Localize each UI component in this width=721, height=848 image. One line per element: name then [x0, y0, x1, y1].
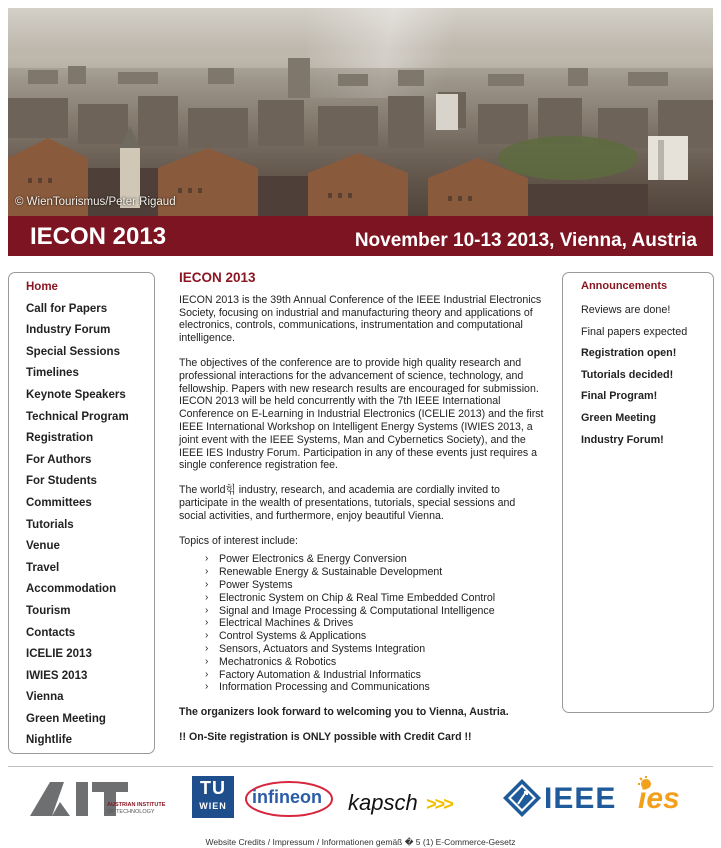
nav-item-for-students[interactable]: For Students [26, 475, 97, 488]
ieee-diamond-icon [502, 778, 542, 818]
nav-item-green-meeting[interactable]: Green Meeting [26, 712, 106, 725]
list-item: › Power Electronics & Energy Conversion [205, 553, 407, 566]
footer-divider [8, 766, 713, 767]
page-title: IECON 2013 [179, 270, 256, 285]
chevron-right-icon: › [205, 604, 209, 616]
title-bar [8, 216, 713, 256]
chevron-right-icon: › [205, 630, 209, 642]
nav-item-committees[interactable]: Committees [26, 496, 92, 509]
tu-top: TU [200, 778, 226, 798]
nav-item-industry-forum[interactable]: Industry Forum [26, 324, 111, 337]
chevron-right-icon: › [205, 591, 209, 603]
nav-item-iwies-2013[interactable]: IWIES 2013 [26, 669, 88, 682]
chevron-right-icon: › [205, 578, 209, 590]
nav-item-vienna[interactable]: Vienna [26, 691, 64, 704]
intro-paragraph: IECON 2013 is the 39th Annual Conference of the IEEE Industrial Electronics Society, focusing on industrial and manufacturing theory and applications of electronics, controls, communications, instrumentation and computational intelligence. [179, 293, 542, 345]
infineon-logo[interactable] [244, 778, 334, 818]
registration-notice: !! On-Site registration is ONLY possible with Credit Card !! [179, 730, 472, 743]
invitation-paragraph: The world힊 industry, research, and academia are cordially invited to participate in the wealth of presentations, tutorials, special sessions and social activities, and furthermore, enjoy beautiful Vienna. [179, 484, 516, 522]
kapsch-arrows-icon: >>> [426, 794, 452, 814]
ait-name-line1: AUSTRIAN INSTITUTE [107, 802, 166, 808]
header-banner [8, 8, 713, 216]
nav-item-for-authors[interactable]: For Authors [26, 453, 92, 466]
city-skyline-photo [8, 8, 713, 216]
nav-item-tourism[interactable]: Tourism [26, 604, 71, 617]
objectives-paragraph: The objectives of the conference are to provide high quality research and professional interactions for the advancement of science, technology, and fellowship. Papers with new research results are encouraged for submission. IECON 2013 will be held concurrently with the 7th IEEE International Conference on E-Learning in Industrial Electronics (ICELIE 2013) and the first IEEE International Workshop on Intelligent Energy Systems (IWIES 2013, a joint event with the IEEE Systems, Man and Cybernetics Society), and the IEEE IES Industry Forum. Participation in any of these events just requires a single conference registration fee. [179, 356, 544, 472]
list-item: › Power Systems [205, 578, 293, 591]
nav-item-keynote-speakers[interactable]: Keynote Speakers [26, 388, 126, 401]
ait-logo[interactable] [30, 780, 180, 820]
nav-item-tutorials[interactable]: Tutorials [26, 518, 74, 531]
topics-list [205, 553, 544, 694]
chevron-right-icon: › [205, 681, 209, 693]
topics-intro: Topics of interest include: [179, 534, 298, 547]
announcement-tutorials-decided[interactable]: Tutorials decided! [581, 368, 674, 381]
nav-item-timelines[interactable]: Timelines [26, 367, 79, 380]
ieee-wordmark: IEEE [544, 782, 617, 815]
list-item: › Signal and Image Processing & Computational Intelligence [205, 604, 495, 617]
list-item: › Sensors, Actuators and Systems Integration [205, 642, 426, 655]
chevron-right-icon: › [205, 617, 209, 629]
announcement-green-meeting[interactable]: Green Meeting [581, 411, 656, 424]
list-item: › Electrical Machines & Drives [205, 617, 354, 630]
kapsch-logo[interactable] [348, 790, 493, 818]
ieee-logo[interactable] [502, 778, 624, 818]
chevron-right-icon: › [205, 553, 209, 565]
tu-wien-logo[interactable] [192, 776, 234, 818]
photo-credit: © WienTourismus/Peter Rigaud [15, 196, 176, 208]
announcement-industry-forum[interactable]: Industry Forum! [581, 433, 664, 446]
conference-title: IECON 2013 [30, 223, 167, 250]
footer-links[interactable]: Website Credits / Impressum / Informationen gemäß � 5 (1) E-Commerce-Gesetz [205, 837, 516, 847]
tu-bottom: WIEN [199, 801, 227, 811]
closing-statement: The organizers look forward to welcoming you to Vienna, Austria. [179, 706, 509, 719]
nav-item-special-sessions[interactable]: Special Sessions [26, 345, 120, 358]
main-content [179, 272, 544, 756]
nav-item-nightlife[interactable]: Nightlife [26, 734, 72, 747]
nav-item-call-for-papers[interactable]: Call for Papers [26, 302, 108, 315]
list-item: › Renewable Energy & Sustainable Development [205, 566, 443, 579]
nav-item-contacts[interactable]: Contacts [26, 626, 76, 639]
conference-date-location: November 10-13 2013, Vienna, Austria [354, 230, 697, 251]
nav-item-icelie-2013[interactable]: ICELIE 2013 [26, 648, 92, 661]
ies-wordmark: ies [638, 782, 680, 815]
nav-item-registration[interactable]: Registration [26, 432, 94, 445]
ait-name-line2: OF TECHNOLOGY [107, 809, 155, 815]
list-item: › Information Processing and Communications [205, 681, 430, 694]
nav-item-travel[interactable]: Travel [26, 561, 60, 574]
infineon-wordmark: infineon [252, 787, 322, 807]
announcement-reviews-done[interactable]: Reviews are done! [581, 304, 671, 316]
main-navigation [8, 272, 155, 754]
list-item: › Factory Automation & Industrial Informatics [205, 668, 421, 681]
chevron-right-icon: › [205, 668, 209, 680]
announcement-registration-open[interactable]: Registration open! [581, 347, 677, 360]
chevron-right-icon: › [205, 566, 209, 578]
list-item: › Mechatronics & Robotics [205, 655, 337, 668]
kapsch-wordmark: kapsch [348, 790, 418, 815]
announcements-panel [562, 272, 714, 713]
chevron-right-icon: › [205, 655, 209, 667]
nav-item-home[interactable]: Home [26, 281, 58, 293]
announcement-final-papers[interactable]: Final papers expected [581, 325, 688, 338]
nav-item-accommodation[interactable]: Accommodation [26, 583, 117, 596]
chevron-right-icon: › [205, 642, 209, 654]
ies-logo[interactable] [636, 776, 692, 820]
announcement-final-program[interactable]: Final Program! [581, 390, 658, 403]
list-item: › Control Systems & Applications [205, 630, 367, 643]
nav-item-venue[interactable]: Venue [26, 540, 60, 553]
announcements-heading: Announcements [581, 280, 668, 292]
nav-item-technical-program[interactable]: Technical Program [26, 410, 129, 423]
list-item: › Electronic System on Chip & Real Time Embedded Control [205, 591, 496, 604]
